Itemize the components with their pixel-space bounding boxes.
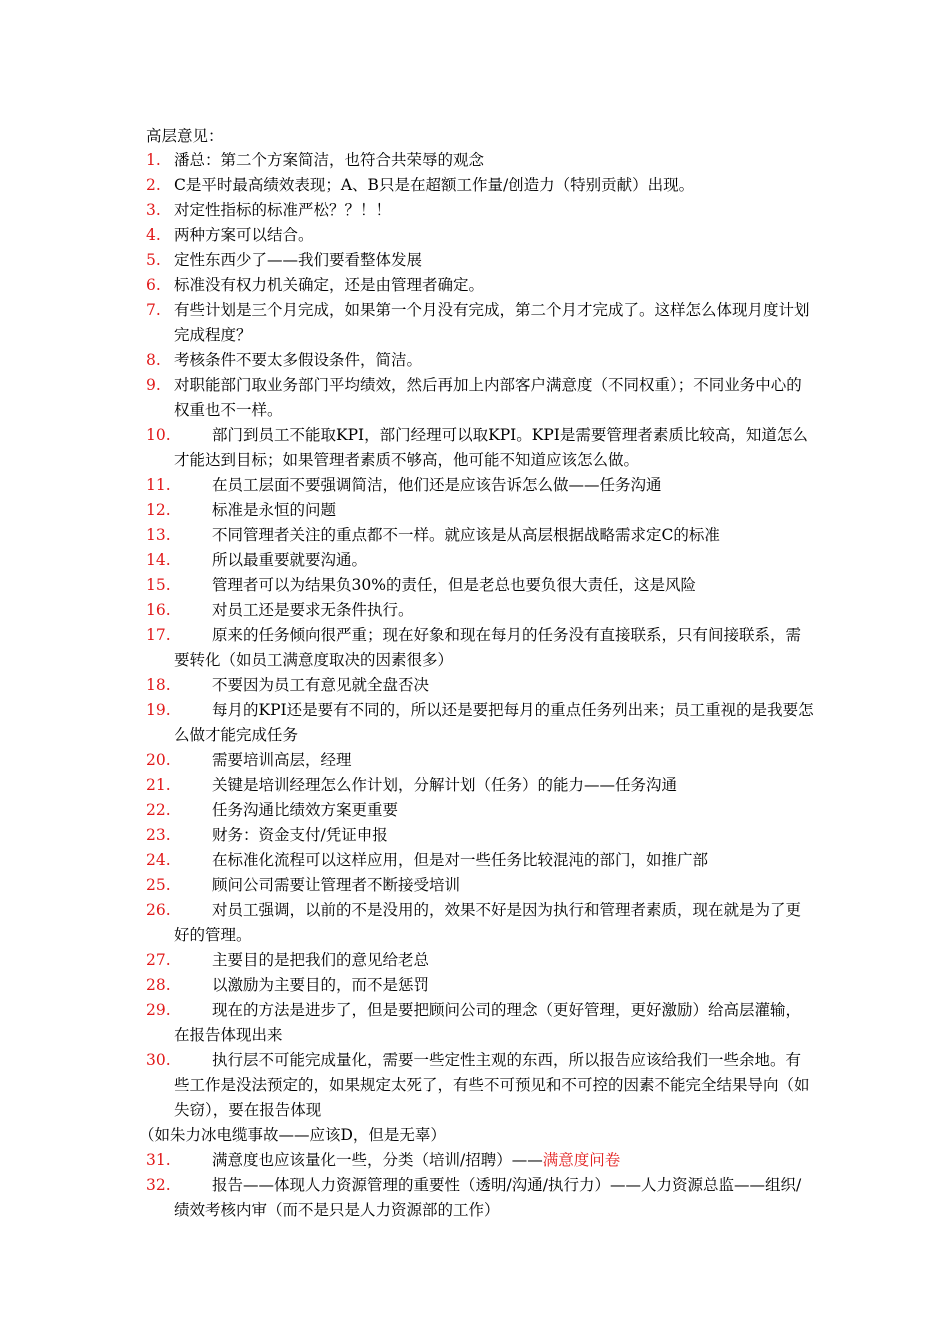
list-item-number: 28. (146, 976, 171, 994)
list-item-number: 31. (146, 1151, 171, 1169)
list-item (146, 173, 814, 198)
list-item-text: 财务：资金支付/凭证申报 (212, 826, 388, 844)
list-item-number: 4. (146, 226, 161, 244)
list-item-text: 顾问公司需要让管理者不断接受培训 (212, 876, 461, 894)
list-item (146, 223, 814, 248)
list-item-text: 两种方案可以结合。 (174, 226, 314, 244)
list-item-text: 部门到员工不能取KPI，部门经理可以取KPI。KPI是需要管理者素质比较高，知道怎么才能达到目标；如果管理者素质不够高，他可能不知道应该怎么做。 (174, 426, 808, 469)
list-item-text: 报告——体现人力资源管理的重要性（透明/沟通/执行力）——人力资源总监——组织/绩效考核内审（而不是只是人力资源部的工作） (174, 1176, 802, 1219)
list-item (146, 848, 814, 873)
highlighted-text: 满意度问卷 (542, 1151, 621, 1169)
list-item (146, 298, 814, 348)
list-item-text: 潘总：第二个方案简洁，也符合共荣辱的观念 (174, 151, 485, 169)
list-item-text: 不要因为员工有意见就全盘否决 (212, 676, 430, 694)
list-item-text: 需要培训高层，经理 (212, 751, 352, 769)
list-item-number: 21. (146, 776, 171, 794)
list-item (146, 973, 814, 998)
list-item-number: 9. (146, 376, 161, 394)
list-item-text: 对员工强调，以前的不是没用的，效果不好是因为执行和管理者素质，现在就是为了更好的管理。 (174, 901, 802, 944)
list-item-number: 29. (146, 1001, 171, 1019)
list-item-number: 17. (146, 626, 171, 644)
list-item (146, 498, 814, 523)
list-item-number: 11. (146, 476, 171, 494)
list-item-number: 24. (146, 851, 171, 869)
list-item-text: 对定性指标的标准严松？？！！ (174, 201, 392, 219)
list-item-text: 标准没有权力机关确定，还是由管理者确定。 (174, 276, 485, 294)
list-item-number: 19. (146, 701, 171, 719)
list-item-text: 有些计划是三个月完成，如果第一个月没有完成，第二个月才完成了。这样怎么体现月度计划完成程度？ (174, 301, 810, 344)
list-item-number: 16. (146, 601, 171, 619)
list-item-text: 现在的方法是进步了，但是要把顾问公司的理念（更好管理，更好激励）给高层灌输，在报告体现出来 (174, 1001, 802, 1044)
section-heading: 高层意见： (146, 127, 224, 145)
list-item-number: 18. (146, 676, 171, 694)
list-item (146, 823, 814, 848)
list-item-number: 30. (146, 1051, 171, 1069)
list-item-number: 6. (146, 276, 161, 294)
list-item (146, 1173, 814, 1223)
list-item-number: 5. (146, 251, 161, 269)
list-item (146, 798, 814, 823)
list-item-text: 不同管理者关注的重点都不一样。就应该是从高层根据战略需求定C的标准 (212, 526, 720, 544)
list-item-number: 14. (146, 551, 171, 569)
note-line: （如朱力冰电缆事故——应该D，但是无辜） (139, 1126, 446, 1144)
opinion-list (139, 148, 814, 1223)
list-item-number: 23. (146, 826, 171, 844)
list-item-number: 13. (146, 526, 171, 544)
list-item (146, 998, 814, 1048)
list-item (146, 873, 814, 898)
list-item (146, 198, 814, 223)
list-item (146, 623, 814, 673)
list-item-text: 满意度也应该量化一些，分类（培训/招聘）——满意度问卷 (212, 1151, 621, 1169)
list-item-number: 3. (146, 201, 161, 219)
list-item-text: 定性东西少了——我们要看整体发展 (174, 251, 423, 269)
list-item (146, 673, 814, 698)
list-item-text: 主要目的是把我们的意见给老总 (212, 951, 430, 969)
list-item-number: 22. (146, 801, 171, 819)
list-item-text: 所以最重要就要沟通。 (212, 551, 368, 569)
list-item-text: 考核条件不要太多假设条件，简洁。 (174, 351, 423, 369)
list-item (146, 473, 814, 498)
list-item-text: C是平时最高绩效表现；A、B只是在超额工作量/创造力（特别贡献）出现。 (174, 176, 695, 194)
list-item-number: 7. (146, 301, 161, 319)
list-item-text: 以激励为主要目的，而不是惩罚 (212, 976, 430, 994)
list-item-number: 2. (146, 176, 161, 194)
list-item (146, 573, 814, 598)
list-item (146, 1148, 814, 1173)
list-item-number: 32. (146, 1176, 171, 1194)
list-item-number: 12. (146, 501, 171, 519)
list-item (146, 1048, 814, 1123)
list-item-text: 管理者可以为结果负30%的责任，但是老总也要负很大责任，这是风险 (212, 576, 696, 594)
list-item-text: 每月的KPI还是要有不同的，所以还是要把每月的重点任务列出来；员工重视的是我要怎么做才能完成任务 (174, 701, 814, 744)
list-item (146, 248, 814, 273)
list-item (146, 698, 814, 748)
list-item (146, 898, 814, 948)
list-item-number: 27. (146, 951, 171, 969)
list-item (146, 148, 814, 173)
list-item (146, 773, 814, 798)
list-item-number: 15. (146, 576, 171, 594)
list-item-text: 在员工层面不要强调简洁，他们还是应该告诉怎么做——任务沟通 (212, 476, 662, 494)
list-item-number: 1. (146, 151, 161, 169)
list-item (146, 273, 814, 298)
list-item (146, 373, 814, 423)
list-item-text: 在标准化流程可以这样应用，但是对一些任务比较混沌的部门，如推广部 (212, 851, 709, 869)
list-item (146, 598, 814, 623)
list-item-text: 对职能部门取业务部门平均绩效，然后再加上内部客户满意度（不同权重）；不同业务中心的权重也不一样。 (174, 376, 802, 419)
list-item-text: 标准是永恒的问题 (212, 501, 337, 519)
list-item-number: 8. (146, 351, 161, 369)
list-item-text: 关键是培训经理怎么作计划，分解计划（任务）的能力——任务沟通 (212, 776, 678, 794)
list-item (146, 548, 814, 573)
list-item-number: 20. (146, 751, 171, 769)
list-item (146, 948, 814, 973)
list-item (146, 523, 814, 548)
list-item-number: 10. (146, 426, 171, 444)
list-item-number: 26. (146, 901, 171, 919)
list-item (146, 348, 814, 373)
list-item-text: 执行层不可能完成量化，需要一些定性主观的东西，所以报告应该给我们一些余地。有些工作是没法预定的，如果规定太死了，有些不可预见和不可控的因素不能完全结果导向（如失窃），要在报告体现 (174, 1051, 810, 1119)
list-item (146, 748, 814, 773)
list-item-number: 25. (146, 876, 171, 894)
list-item-text: 任务沟通比绩效方案更重要 (212, 801, 399, 819)
list-item (146, 423, 814, 473)
list-item-text: 原来的任务倾向很严重；现在好象和现在每月的任务没有直接联系，只有间接联系，需要转化（如员工满意度取决的因素很多） (174, 626, 802, 669)
list-item-text: 对员工还是要求无条件执行。 (212, 601, 414, 619)
